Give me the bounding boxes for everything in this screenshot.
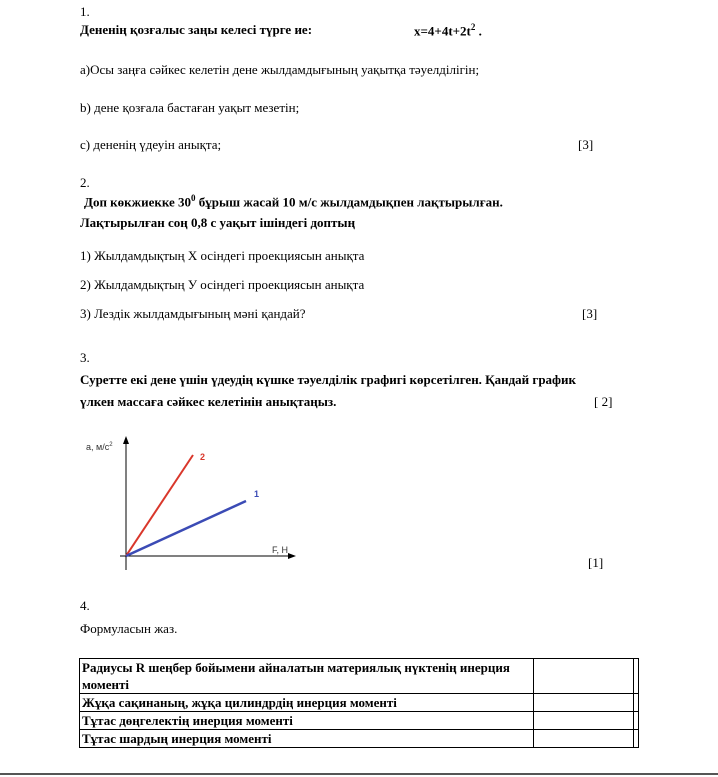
q1-marks: [3]: [578, 137, 594, 152]
q3-marks-top: [ 2]: [594, 394, 613, 409]
x-axis-label: F, Н: [272, 545, 289, 555]
table-row: [80, 694, 639, 712]
answer-cell[interactable]: [634, 694, 639, 712]
page-bottom-rule: [0, 773, 718, 775]
line-2-label: 2: [200, 452, 206, 462]
answer-cell[interactable]: [634, 659, 639, 694]
table-cell: Тұтас дөңгелектің инерция моменті: [80, 712, 534, 730]
table-cell: Жұқа сақинаның, жұқа цилиндрдің инерция моменті: [80, 694, 534, 712]
q2-item2: 2) Жылдамдықтың У осіндегі проекциясын анықта: [80, 277, 365, 292]
y-axis-arrow-icon: [123, 436, 129, 444]
answer-cell[interactable]: [534, 659, 634, 694]
line-1-label: 1: [254, 489, 260, 499]
q2-line1: [84, 193, 503, 210]
q4-number: 4.: [80, 598, 90, 613]
x-axis-arrow-icon: [288, 553, 296, 559]
q1-formula-exponent: 2: [470, 22, 476, 32]
table-row: [80, 712, 639, 730]
q3-number: 3.: [80, 350, 90, 365]
table-cell: Радиусы R шеңбер бойымени айналатын материялық нүктенің инерция моменті: [80, 659, 534, 694]
q1-prompt: Дененің қозғалыс заңы келесі түрге ие:: [80, 22, 313, 37]
q2-item1: 1) Жылдамдықтың Х осіндегі проекциясын анықта: [80, 248, 365, 263]
q1-number: 1.: [80, 4, 90, 19]
q1-formula-main: x=4+4t+2t: [414, 23, 471, 39]
q1-part-c: c) дененің үдеуін анықта;: [80, 137, 222, 152]
answer-cell[interactable]: [634, 712, 639, 730]
q2-marks: [3]: [582, 306, 598, 321]
q1-part-a: а)Осы заңға сәйкес келетін дене жылдамдығының уақытқа тәуелділігін;: [80, 62, 480, 77]
table-row: [80, 730, 639, 748]
q2-line2: Лақтырылған соң 0,8 с уақыт ішіндегі доптың: [80, 215, 356, 230]
table-row: [80, 659, 639, 694]
q2-line1-post: бұрыш жасай 10 м/с жылдамдықпен лақтырылған.: [195, 194, 503, 210]
q2-degree-exponent: 0: [191, 193, 196, 203]
q3-graph-svg: [80, 432, 310, 572]
q3-graph: [80, 432, 310, 572]
q4-prompt: Формуласын жаз.: [80, 621, 178, 636]
q1-formula-end: .: [475, 23, 482, 39]
answer-cell[interactable]: [534, 694, 634, 712]
answer-cell[interactable]: [634, 730, 639, 748]
table-cell: Тұтас шардың инерция моменті: [80, 730, 534, 748]
q3-marks-bottom: [1]: [588, 555, 604, 570]
q2-line1-pre: Доп көкжиекке 30: [84, 194, 192, 210]
q2-number: 2.: [80, 175, 90, 190]
q2-item3: 3) Лездік жылдамдығының мәні қандай?: [80, 306, 306, 321]
answer-cell[interactable]: [534, 730, 634, 748]
answer-cell[interactable]: [534, 712, 634, 730]
q1-part-b: b) дене қозғала бастаған уақыт мезетін;: [80, 100, 300, 115]
y-axis-label: a, $м/с^2$: [86, 442, 113, 452]
q1-formula: [414, 22, 482, 39]
q3-line2: үлкен массаға сәйкес келетінін анықтаңыз.: [80, 394, 337, 409]
q3-line1: Суретте екі дене үшін үдеудің күшке тәуелділік графигі көрсетілген. Қандай график: [80, 372, 577, 387]
q4-table: [79, 658, 639, 748]
